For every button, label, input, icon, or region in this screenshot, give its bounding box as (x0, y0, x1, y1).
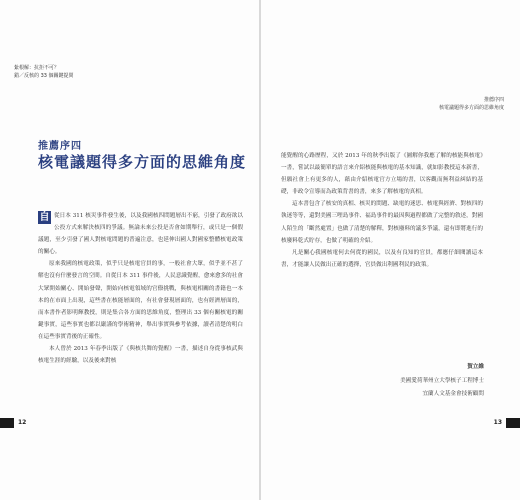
right-running-head-line1: 推薦序四 (483, 97, 504, 103)
left-page-number: 12 (18, 419, 27, 426)
right-running-head (439, 96, 504, 112)
left-running-head-line1: 紮根解：抗拒不可？ (14, 65, 60, 71)
left-paragraph-1 (38, 210, 243, 258)
dropcap: 自 (39, 212, 50, 223)
left-paragraph-2: 原來我國的核電政策，似乎只是核電官員的事，一般社會大眾，似乎並不甚了解也沒有什麼發言的空間。自從日本 311 事件後，人民意識覺醒，愈來愈多的社會大眾開始關心、開始發聲，開始向核電領域的官僚挑戰，與核電相關的書籍也一本本的在市面上出現，這些書在核能層面的，有社會發現層面的，也有經濟層面的，而本書作者影明輝教授，則是集合各方面的思維角度，整理出 33 個有關核電的關鍵事實，這些事實也都以嚴謹的學術精神，舉出事實與參考依據，讀者清楚的明白在這些事實背後的正確性。 (38, 261, 243, 340)
left-body-text (38, 210, 243, 367)
signature-name: 賀立維 (467, 364, 484, 370)
signature-title-2: 宜蘭人文基金會技術顧問 (422, 391, 484, 397)
right-running-head-line2: 核電議題得多方面的思維角度 (438, 105, 504, 111)
right-paragraph-2: 這本書包含了核安的真相、核災的問題、缺電的迷思、核電與經濟、對核四的執迷等等，還對美國三哩島事件、福島事件的最因與過程都做了完整的敘述，對國人陌生的「斷然處置」也做了清楚的解釋，對核廢料的議多爭議，還有即將進行的核廢料乾式貯存，也做了明確的介紹。 (281, 201, 483, 244)
left-running-head-line2: 錯／反核的 33 個關鍵提問 (14, 73, 74, 79)
chapter-label: 推薦序四 (38, 141, 82, 152)
left-running-head (14, 64, 74, 80)
chapter-title: 核電議題得多方面的思維角度 (38, 153, 247, 171)
right-paragraph-3: 凡是關心我國核電何去何從的國民，以及有良知的官員，都應仔細閱讀這本書，才能讓人民做出正確的選擇，官員做出利國利民的政策。 (281, 249, 483, 268)
right-body-text (281, 150, 483, 271)
left-paragraph-3: 本人曾於 2013 年春季出版了《與核共舞的覺醒》一書，描述自身從事核武與核電生涯的經驗，以及後來對核 (38, 346, 243, 365)
left-folio-bar (0, 418, 14, 428)
left-paragraph-1-text: 從日本 311 核災事件發生後，以及我國核四問題層出不窮，引發了政府欲以公投方式來解決核四的爭議。無論未來公投是否會如期舉行，或只是一個假議題，至少引發了國人對核電問題的普遍注意，也延伸出國人對國家整體核電政策的關心。 (38, 213, 243, 256)
right-page (261, 0, 520, 500)
left-page (0, 0, 259, 500)
right-page-number: 13 (493, 419, 502, 426)
right-paragraph-1: 能覺醒的心路歷程，又於 2013 年的秋季出版了《圖解你我應了解的核能與核電》一書，嘗試以最簡單的語言來介紹核能與核電的基本知識，就如影教授這本新書，但願社會上有更多的人，藉由介紹核電官方立場的書，以客觀而無利益糾結的基礎，非政令宣導而為政策背書的書，來多了解核電的真相。 (281, 153, 483, 196)
signature-title-1: 美國愛荷華州立大學核子工程博士 (400, 378, 484, 384)
right-folio-bar (506, 418, 520, 428)
